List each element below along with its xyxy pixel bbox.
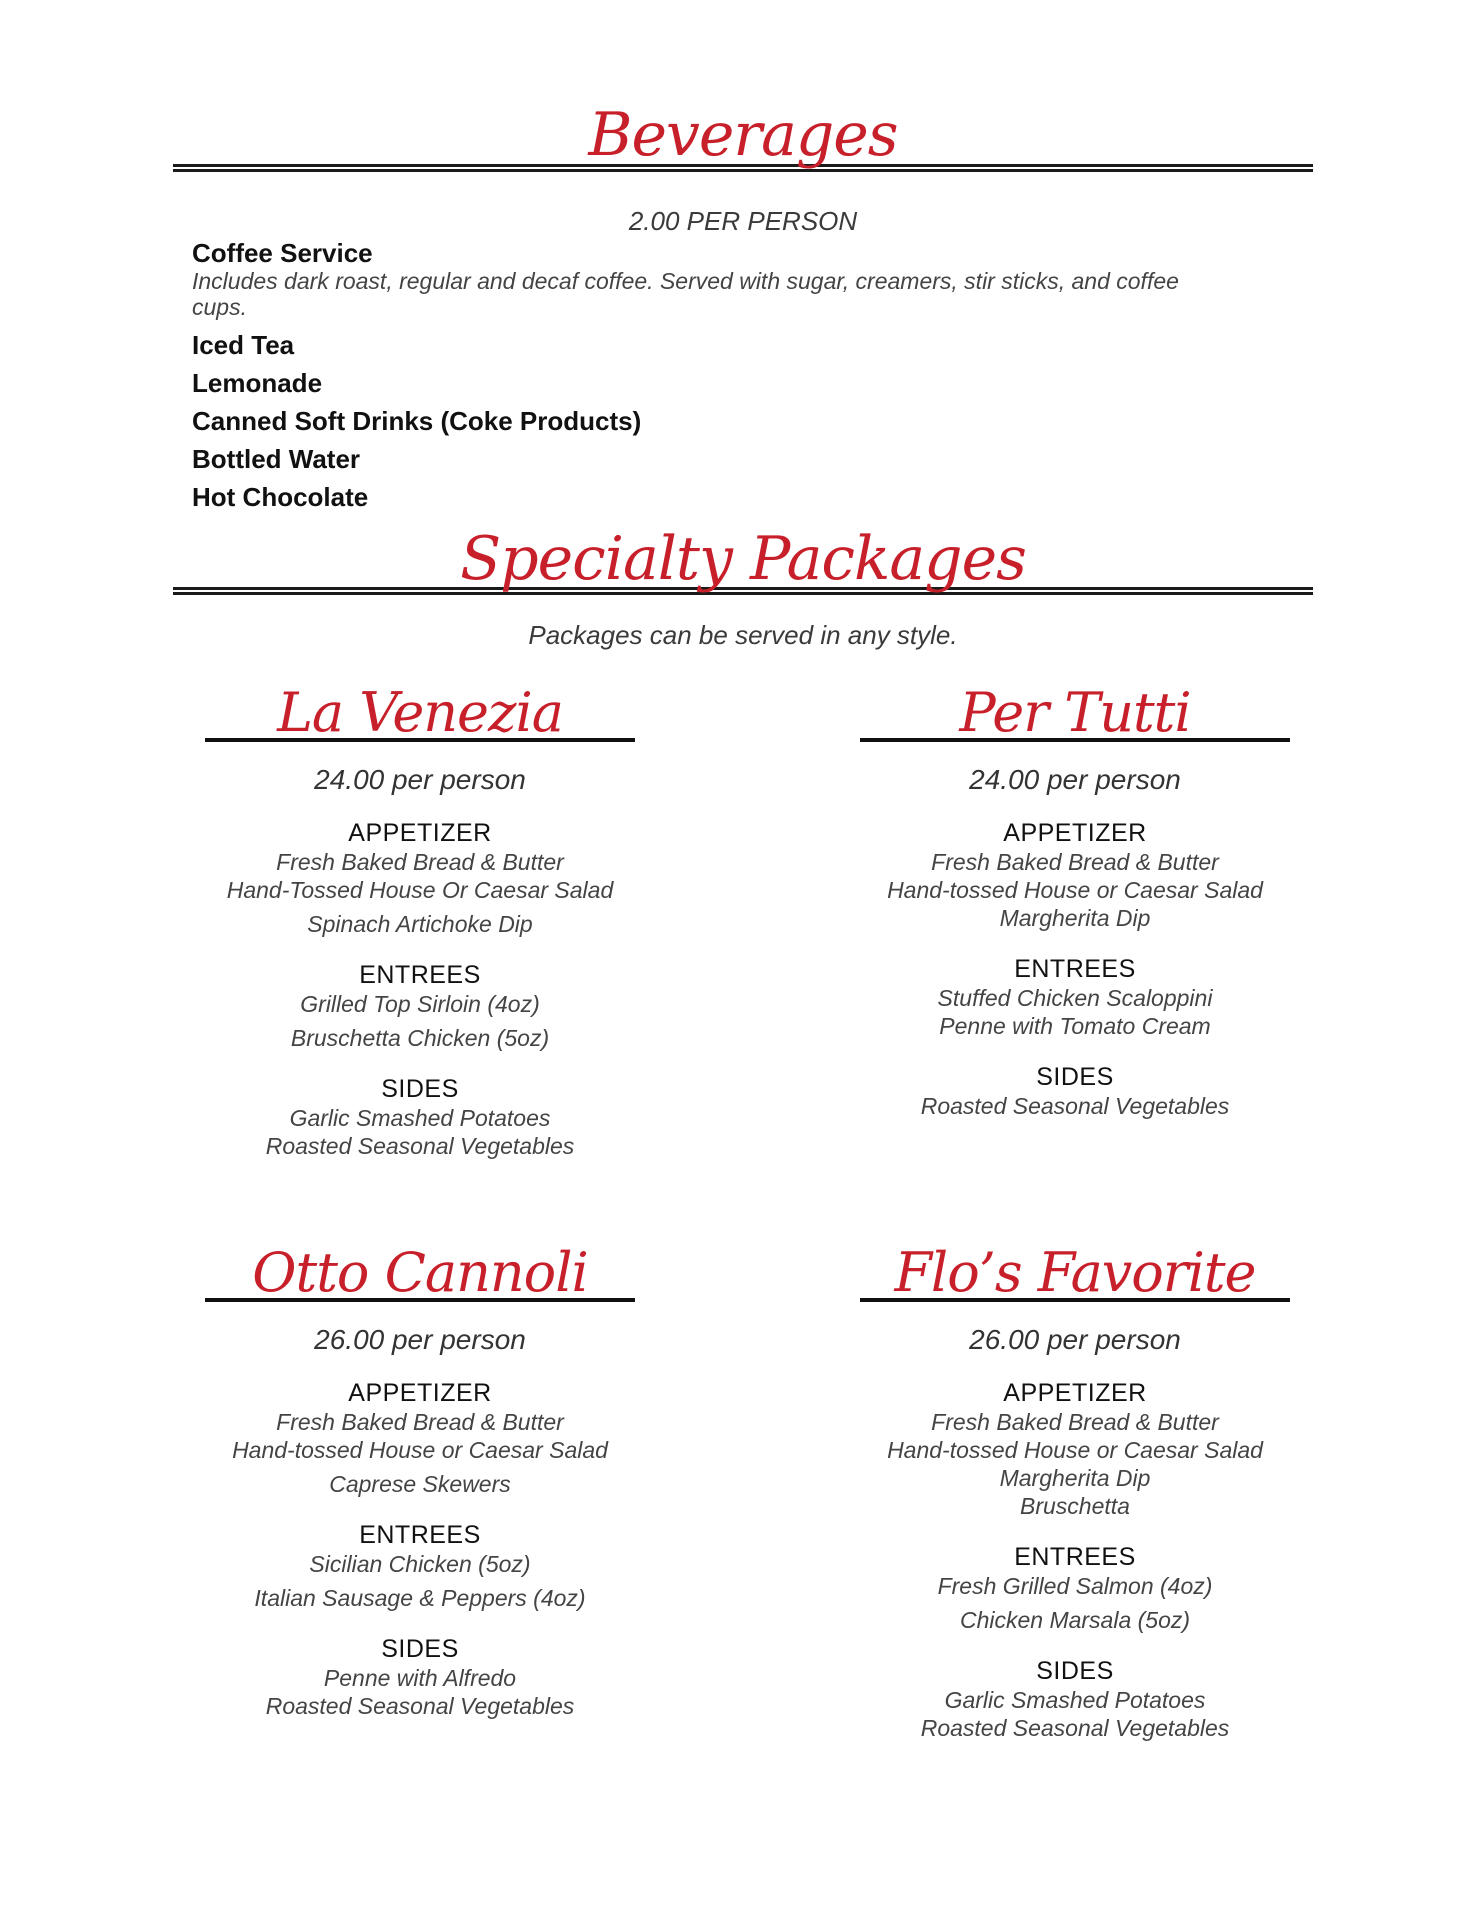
list-item: Hand-Tossed House Or Caesar Salad [226, 877, 614, 903]
beverages-heading: Beverages [588, 100, 898, 170]
list-item [192, 238, 1272, 320]
specialty-note: Packages can be served in any style. [528, 620, 958, 650]
package-price: 24.00 per person [969, 764, 1181, 795]
sides-heading: SIDES [381, 1075, 459, 1103]
package-price: 26.00 per person [314, 1324, 526, 1355]
beverage-name: Coffee Service [192, 238, 373, 268]
list-item: Spinach Artichoke Dip [307, 911, 533, 937]
list-item: Grilled Top Sirloin (4oz) [300, 991, 540, 1017]
beverage-name: Iced Tea [192, 330, 295, 360]
beverage-name: Canned Soft Drinks (Coke Products) [192, 406, 642, 436]
beverages-price: 2.00 PER PERSON [628, 206, 858, 236]
list-item: Hand-tossed House or Caesar Salad [232, 1437, 608, 1463]
list-item: Hand-tossed House or Caesar Salad [887, 1437, 1263, 1463]
beverage-description: Includes dark roast, regular and decaf coffee. Served with sugar, creamers, stir sticks, and coffee cups. [192, 268, 1179, 320]
list-item: Roasted Seasonal Vegetables [920, 1093, 1230, 1119]
package-title [860, 1240, 1290, 1310]
package-title [205, 680, 635, 750]
package-flos-favorite [860, 1240, 1290, 1742]
package-name: La Venezia [277, 681, 563, 744]
list-item: Italian Sausage & Peppers (4oz) [254, 1585, 586, 1611]
list-item: Roasted Seasonal Vegetables [920, 1715, 1230, 1741]
package-name: Flo’s Favorite [894, 1241, 1256, 1304]
beverages-list [192, 238, 1272, 512]
list-item: Penne with Alfredo [323, 1665, 517, 1691]
package-otto-cannoli [205, 1240, 635, 1720]
entrees-heading: ENTREES [1014, 1543, 1136, 1571]
package-name: Per Tutti [959, 681, 1191, 744]
list-item: Hand-tossed House or Caesar Salad [887, 877, 1263, 903]
list-item: Bruschetta Chicken (5oz) [290, 1025, 550, 1051]
list-item: Fresh Baked Bread & Butter [931, 1409, 1219, 1435]
appetizer-heading: APPETIZER [348, 819, 492, 847]
specialty-heading: Specialty Packages [460, 524, 1026, 594]
package-price: 26.00 per person [969, 1324, 1181, 1355]
specialty-heading-wrap [173, 524, 1313, 594]
list-item: Chicken Marsala (5oz) [959, 1607, 1191, 1633]
list-item: Roasted Seasonal Vegetables [265, 1693, 575, 1719]
list-item: Fresh Baked Bread & Butter [276, 1409, 564, 1435]
package-name: Otto Cannoli [252, 1241, 588, 1304]
list-item: Roasted Seasonal Vegetables [265, 1133, 575, 1159]
list-item: Bruschetta [1020, 1493, 1130, 1519]
list-item: Margherita Dip [999, 905, 1151, 931]
entrees-heading: ENTREES [1014, 955, 1136, 983]
list-item: Caprese Skewers [329, 1471, 511, 1497]
appetizer-heading: APPETIZER [348, 1379, 492, 1407]
package-title [860, 680, 1290, 750]
beverage-name: Hot Chocolate [192, 482, 369, 512]
list-item: Garlic Smashed Potatoes [289, 1105, 551, 1131]
list-item: Garlic Smashed Potatoes [944, 1687, 1206, 1713]
list-item: Fresh Grilled Salmon (4oz) [937, 1573, 1213, 1599]
sides-heading: SIDES [1036, 1657, 1114, 1685]
sides-heading: SIDES [1036, 1063, 1114, 1091]
package-price: 24.00 per person [314, 764, 526, 795]
package-la-venezia [205, 680, 635, 1160]
appetizer-heading: APPETIZER [1003, 1379, 1147, 1407]
beverage-name: Bottled Water [192, 444, 361, 474]
list-item: Margherita Dip [999, 1465, 1151, 1491]
sides-heading: SIDES [381, 1635, 459, 1663]
list-item: Sicilian Chicken (5oz) [309, 1551, 531, 1577]
list-item: Penne with Tomato Cream [939, 1013, 1211, 1039]
beverage-name: Lemonade [192, 368, 323, 398]
list-item: Fresh Baked Bread & Butter [931, 849, 1219, 875]
package-title [205, 1240, 635, 1310]
beverages-heading-wrap [173, 100, 1313, 170]
entrees-heading: ENTREES [359, 1521, 481, 1549]
list-item: Fresh Baked Bread & Butter [276, 849, 564, 875]
entrees-heading: ENTREES [359, 961, 481, 989]
appetizer-heading: APPETIZER [1003, 819, 1147, 847]
package-per-tutti [860, 680, 1290, 1120]
list-item: Stuffed Chicken Scaloppini [937, 985, 1213, 1011]
